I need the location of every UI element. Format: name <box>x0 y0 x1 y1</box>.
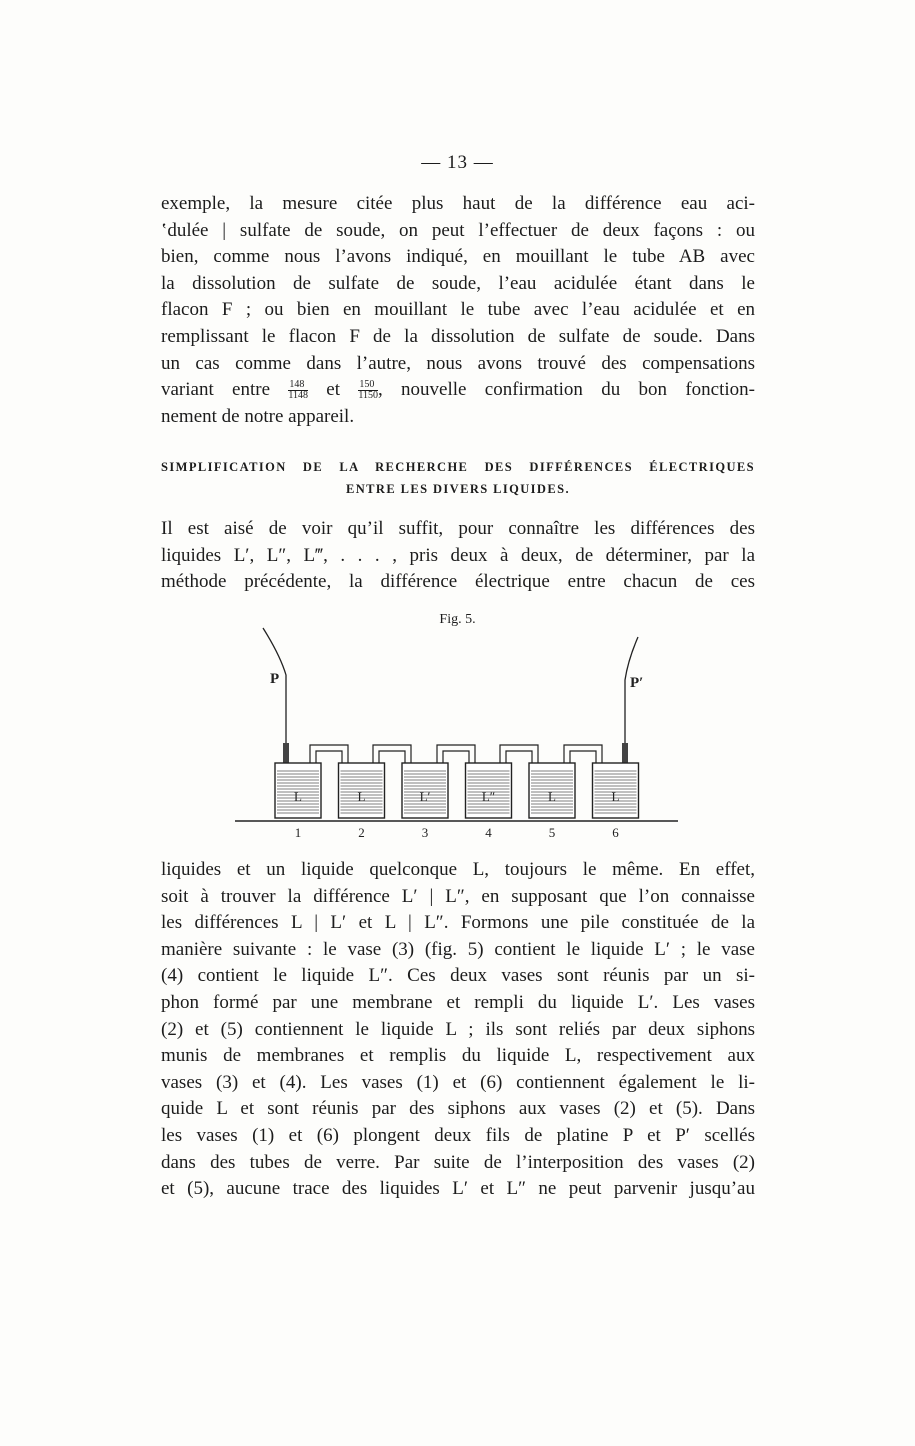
text-line: exemple, la mesure citée plus haut de la différence eau aci- <box>161 193 755 214</box>
vessel-number: 3 <box>421 825 429 840</box>
text-line: les différences L | L′ et L | L″. Formons une pile constituée de la <box>161 912 755 934</box>
text-line: liquides L′, L″, L‴, . . . , pris deux à deux, de déterminer, par la <box>161 544 755 566</box>
text-line: liquides et un liquide quelconque L, toujours le même. En effet, <box>161 859 755 880</box>
section-heading <box>161 456 755 500</box>
text-line: nement de notre appareil. <box>161 405 355 427</box>
fraction <box>358 380 378 401</box>
vessel-number: 6 <box>612 825 619 840</box>
vessel-number: 2 <box>358 825 365 840</box>
vessel-number: 1 <box>294 825 302 840</box>
text-line: ‛dulée | sulfate de soude, on peut l’effectuer de deux façons : ou <box>161 219 755 241</box>
vessel-liquid-label: L <box>357 789 366 804</box>
text-line: un cas comme dans l’autre, nous avons trouvé des compensations <box>161 352 755 374</box>
text-line: et (5), aucune trace des liquides L′ et L″ ne peut parvenir jusqu’au <box>161 1178 755 1200</box>
vessel-5 <box>529 763 575 818</box>
text-line: soit à trouver la différence L′ | L″, en supposant que l’on connaisse <box>161 885 755 907</box>
paragraph-2 <box>161 516 755 596</box>
paragraph-3 <box>161 857 755 1203</box>
vessel-number: 4 <box>485 825 492 840</box>
vessel-liquid-label: L′ <box>419 789 431 804</box>
page-number: — 13 — <box>421 152 494 173</box>
vessel-liquid-label: L <box>294 789 302 804</box>
text-line: méthode précédente, la différence électrique entre chacun de ces <box>161 571 755 593</box>
label-p: P <box>270 671 280 687</box>
vessel-liquid-label: L <box>611 789 620 804</box>
text-line: bien, comme nous l’avons indiqué, en mouillant le tube AB avec <box>161 246 755 268</box>
text-line: flacon F ; ou bien en mouillant le tube avec l’eau acidulée et en <box>161 299 755 321</box>
text-fragment: , nouvelle confirmation du bon fonction- <box>377 379 755 401</box>
label-p-prime: P′ <box>630 675 644 691</box>
text-line: (4) contient le liquide L″. Ces deux vases sont réunis par un si- <box>161 965 755 987</box>
text-fragment: variant entre <box>161 379 289 401</box>
heading-line: ENTRE LES DIVERS LIQUIDES. <box>346 482 570 496</box>
text-fragment: et <box>308 379 359 401</box>
fraction <box>288 380 308 401</box>
text-line: vases (3) et (4). Les vases (1) et (6) contiennent également le li- <box>161 1071 755 1093</box>
text-line: Il est aisé de voir qu’il suffit, pour connaître les différences des <box>161 518 755 539</box>
text-line-with-fractions <box>161 377 755 404</box>
text-line: manière suivante : le vase (3) (fig. 5) contient le liquide L′ ; le vase <box>161 938 755 960</box>
vessel-number: 5 <box>548 825 556 840</box>
paragraph-1 <box>161 191 755 430</box>
text-line: dans des tubes de verre. Par suite de l’interposition des vases (2) <box>161 1151 755 1173</box>
vessel-1 <box>275 763 321 818</box>
heading-line: SIMPLIFICATION DE LA RECHERCHE DES DIFFÉRENCES ÉLECTRIQUES <box>161 460 755 474</box>
vessel-6 <box>593 763 639 818</box>
text-line: remplissant le flacon F de la dissolution de sulfate de soude. Dans <box>161 325 755 347</box>
fraction-numerator: 148 <box>288 380 308 391</box>
vessel-liquid-label: L <box>548 789 556 804</box>
vessel-3 <box>402 763 448 818</box>
text-line: les vases (1) et (6) plongent deux fils de platine P et P′ scellés <box>161 1124 755 1146</box>
figure-caption: Fig. 5. <box>439 612 476 627</box>
text-line: munis de membranes et remplis du liquide L, respectivement aux <box>161 1045 755 1067</box>
text-line: quide L et sont réunis par des siphons aux vases (2) et (5). Dans <box>161 1098 755 1120</box>
figure-5-apparatus <box>230 625 680 850</box>
fraction-denominator: 1148 <box>288 390 308 402</box>
vessel-4 <box>466 763 512 818</box>
text-line: phon formé par une membrane et rempli du liquide L′. Les vases <box>161 991 755 1013</box>
fraction-numerator: 150 <box>358 380 378 391</box>
text-line: (2) et (5) contiennent le liquide L ; ils sont reliés par deux siphons <box>161 1018 755 1040</box>
fraction-denominator: 1150 <box>358 390 378 402</box>
vessel-liquid-label: L″ <box>481 789 496 804</box>
text-line: la dissolution de sulfate de soude, l’eau acidulée étant dans le <box>161 272 755 294</box>
vessel-2 <box>339 763 385 818</box>
